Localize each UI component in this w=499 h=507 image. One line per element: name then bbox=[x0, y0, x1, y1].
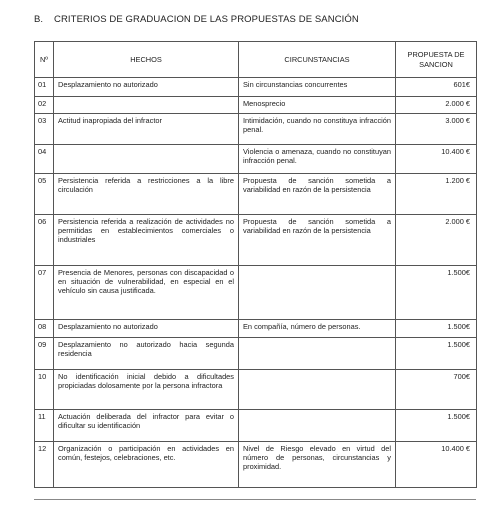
row-propuesta: 1.200 € bbox=[396, 174, 477, 215]
header-num: Nº bbox=[35, 42, 54, 78]
row-circunstancia: Violencia o amenaza, cuando no constituyan infracción penal. bbox=[239, 145, 396, 174]
row-num: 12 bbox=[35, 442, 54, 488]
table-row bbox=[35, 442, 477, 488]
row-circunstancia: En compañía, número de personas. bbox=[239, 320, 396, 338]
sanctions-table bbox=[34, 41, 477, 488]
table-row bbox=[35, 114, 477, 145]
row-hecho: Desplazamiento no autorizado bbox=[54, 320, 239, 338]
row-propuesta: 700€ bbox=[396, 370, 477, 410]
row-propuesta: 1.500€ bbox=[396, 320, 477, 338]
row-circunstancia: Sin circunstancias concurrentes bbox=[239, 78, 396, 97]
row-propuesta: 1.500€ bbox=[396, 338, 477, 370]
row-hecho: Organización o participación en actividades en común, festejos, celebraciones, etc. bbox=[54, 442, 239, 488]
row-num: 04 bbox=[35, 145, 54, 174]
row-num: 01 bbox=[35, 78, 54, 97]
table-row bbox=[35, 145, 477, 174]
header-circunstancias: CIRCUNSTANCIAS bbox=[239, 42, 396, 78]
header-propuesta: PROPUESTA DE SANCION bbox=[396, 42, 477, 78]
row-num: 09 bbox=[35, 338, 54, 370]
row-hecho: Persistencia referida a realización de actividades no permitidas en establecimientos comerciales o industriales bbox=[54, 215, 239, 266]
row-hecho bbox=[54, 145, 239, 174]
bottom-divider bbox=[34, 499, 476, 500]
row-circunstancia bbox=[239, 410, 396, 442]
table-row bbox=[35, 320, 477, 338]
row-circunstancia: Nivel de Riesgo elevado en virtud del número de personas, circunstancias y proximidad. bbox=[239, 442, 396, 488]
row-hecho: Desplazamiento no autorizado hacia segunda residencia bbox=[54, 338, 239, 370]
row-propuesta: 10.400 € bbox=[396, 145, 477, 174]
header-hechos: HECHOS bbox=[54, 42, 239, 78]
row-num: 02 bbox=[35, 97, 54, 114]
section-title: CRITERIOS DE GRADUACION DE LAS PROPUESTAS DE SANCIÓN bbox=[54, 14, 359, 25]
row-hecho: Desplazamiento no autorizado bbox=[54, 78, 239, 97]
row-circunstancia: Propuesta de sanción sometida a variabilidad en razón de la persistencia bbox=[239, 174, 396, 215]
row-propuesta: 2.000 € bbox=[396, 97, 477, 114]
row-hecho: Actuación deliberada del infractor para evitar o dificultar su identificación bbox=[54, 410, 239, 442]
row-circunstancia bbox=[239, 266, 396, 320]
table-row bbox=[35, 174, 477, 215]
row-propuesta: 3.000 € bbox=[396, 114, 477, 145]
row-circunstancia: Intimidación, cuando no constituya infracción penal. bbox=[239, 114, 396, 145]
row-circunstancia bbox=[239, 370, 396, 410]
row-hecho: Persistencia referida a restricciones a la libre circulación bbox=[54, 174, 239, 215]
row-num: 03 bbox=[35, 114, 54, 145]
row-hecho: Presencia de Menores, personas con discapacidad o en situación de vulnerabilidad, en especial en el vehículo sin causa justificada. bbox=[54, 266, 239, 320]
row-propuesta: 2.000 € bbox=[396, 215, 477, 266]
table-row bbox=[35, 266, 477, 320]
section-heading bbox=[34, 14, 359, 25]
table-row bbox=[35, 78, 477, 97]
row-num: 10 bbox=[35, 370, 54, 410]
row-propuesta: 10.400 € bbox=[396, 442, 477, 488]
row-circunstancia: Menosprecio bbox=[239, 97, 396, 114]
table-row bbox=[35, 370, 477, 410]
row-num: 06 bbox=[35, 215, 54, 266]
row-propuesta: 1.500€ bbox=[396, 410, 477, 442]
row-propuesta: 601€ bbox=[396, 78, 477, 97]
row-num: 11 bbox=[35, 410, 54, 442]
row-circunstancia bbox=[239, 338, 396, 370]
section-letter: B. bbox=[34, 14, 44, 25]
table-row bbox=[35, 410, 477, 442]
table-row bbox=[35, 97, 477, 114]
row-num: 07 bbox=[35, 266, 54, 320]
row-hecho bbox=[54, 97, 239, 114]
table-row bbox=[35, 215, 477, 266]
table-row bbox=[35, 338, 477, 370]
row-circunstancia: Propuesta de sanción sometida a variabilidad en razón de la persistencia bbox=[239, 215, 396, 266]
row-propuesta: 1.500€ bbox=[396, 266, 477, 320]
row-hecho: Actitud inapropiada del infractor bbox=[54, 114, 239, 145]
table-header-row bbox=[35, 42, 477, 78]
row-hecho: No identificación inicial debido a dificultades propiciadas dolosamente por la persona infractora bbox=[54, 370, 239, 410]
row-num: 05 bbox=[35, 174, 54, 215]
row-num: 08 bbox=[35, 320, 54, 338]
